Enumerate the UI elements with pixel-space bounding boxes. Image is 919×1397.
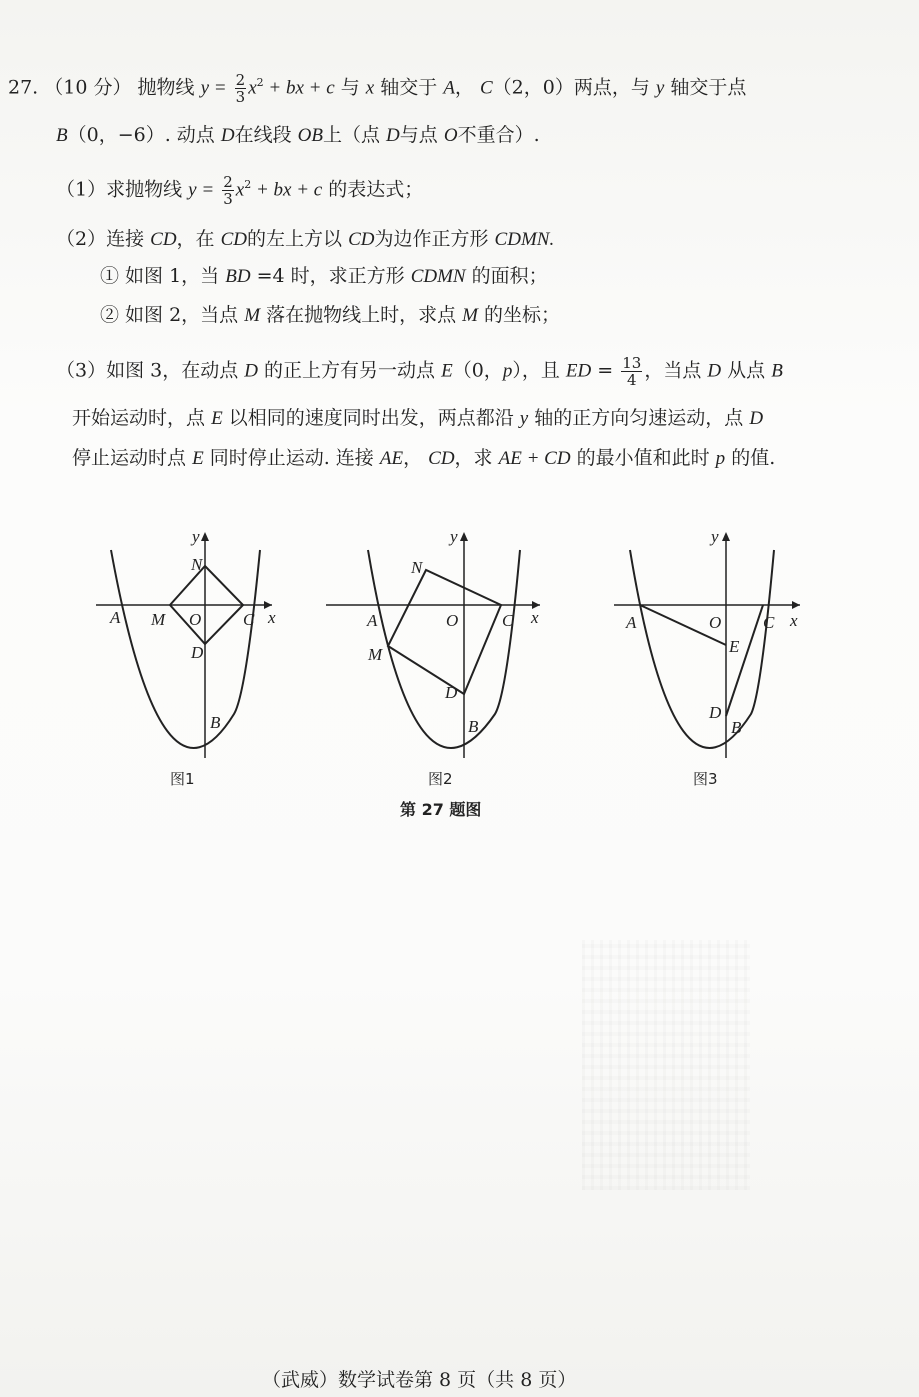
part-1: （1）求抛物线 y = $\frac{2}{3}$ $x^2$ + bx + c 的表达式； [56,172,424,208]
fig2-parabola [368,550,520,748]
fig3-parabola [630,550,774,748]
question-line-2: B（0，−6）. 动点 D在线段 OB上（点 D与点 O不重合）. [56,124,540,146]
fig1-y-arrow-icon [201,532,209,541]
fig3-label-B: B [731,718,742,737]
figure-1-caption: 图1 [170,770,195,788]
fig2-label-x: x [531,608,539,627]
fig1-label-A: A [110,608,121,627]
part-2-ii: ② 如图 2，当点 M 落在抛物线上时，求点 M 的坐标； [100,304,561,326]
fraction-two-thirds: $\frac{2}{3}$ [235,70,246,106]
fig2-square [388,570,501,694]
fig3-label-D: D [709,703,722,722]
fig3-label-O: O [709,613,722,632]
fig1-label-O: O [189,610,202,629]
fig2-label-O: O [446,611,459,630]
figure-3-caption: 图3 [693,770,718,788]
part-3-line-2: 开始运动时，点 E 以相同的速度同时出发，两点都沿 y 轴的正方向匀速运动，点 D [72,407,764,429]
fig1-label-B: B [210,713,221,732]
figure-3 [614,527,800,758]
fig3-label-x: x [790,611,798,630]
fig1-label-y: y [192,527,200,546]
fig3-label-C: C [763,613,775,632]
part-2-i: ① 如图 1，当 BD =4 时，求正方形 CDMN 的面积； [100,265,548,287]
fig1-label-D: D [191,643,204,662]
figure-2-caption: 图2 [428,770,453,788]
part-3-line-3: 停止运动时点 E 同时停止运动. 连接 AE， CD，求 AE + CD 的最小值和此时 p 的值. [72,447,776,469]
figure-1 [96,527,276,758]
faint-bleedthrough [582,940,750,1190]
question-number: 27. [8,76,39,99]
part-2: （2）连接 CD，在 CD的左上方以 CD为边作正方形 CDMN. [56,228,555,250]
figures-svg [0,510,919,830]
fig1-label-C: C [243,610,255,629]
fig3-label-y: y [711,527,719,546]
fig3-x-arrow-icon [792,601,800,609]
fig2-label-N: N [411,558,423,577]
fig1-parabola [111,550,260,748]
question-line-1: 27. （10 分） 抛物线 y = $\frac{2}{3}$ $x^2$ + bx + c 与 x 轴交于 A， C（2，0）两点，与 y 轴交于点 [8,70,747,106]
fig2-label-D: D [445,683,458,702]
figure-2 [326,527,540,758]
figures-caption: 第 27 题图 [400,800,482,819]
part-3-line-1: （3）如图 3，在动点 D 的正上方有另一动点 E（0，p），且 ED = $\frac{13}{4}$ ，当点 D 从点 B [56,354,783,389]
page-footer: （武威）数学试卷第 8 页（共 8 页） [262,1369,577,1391]
fig1-label-M: M [151,610,166,629]
fig2-label-M: M [368,645,383,664]
fig2-label-A: A [367,611,378,630]
fig1-label-N: N [191,555,203,574]
fig3-label-A: A [626,613,637,632]
fig2-label-y: y [450,527,458,546]
fraction-13-4: $\frac{13}{4}$ [622,354,642,389]
fig2-y-arrow-icon [460,532,468,541]
fig2-label-C: C [502,611,514,630]
fig3-y-arrow-icon [722,532,730,541]
fig3-label-E: E [729,637,740,656]
fig1-label-x: x [268,608,276,627]
fig3-segment-CD [726,605,763,716]
fig2-label-B: B [468,717,479,736]
